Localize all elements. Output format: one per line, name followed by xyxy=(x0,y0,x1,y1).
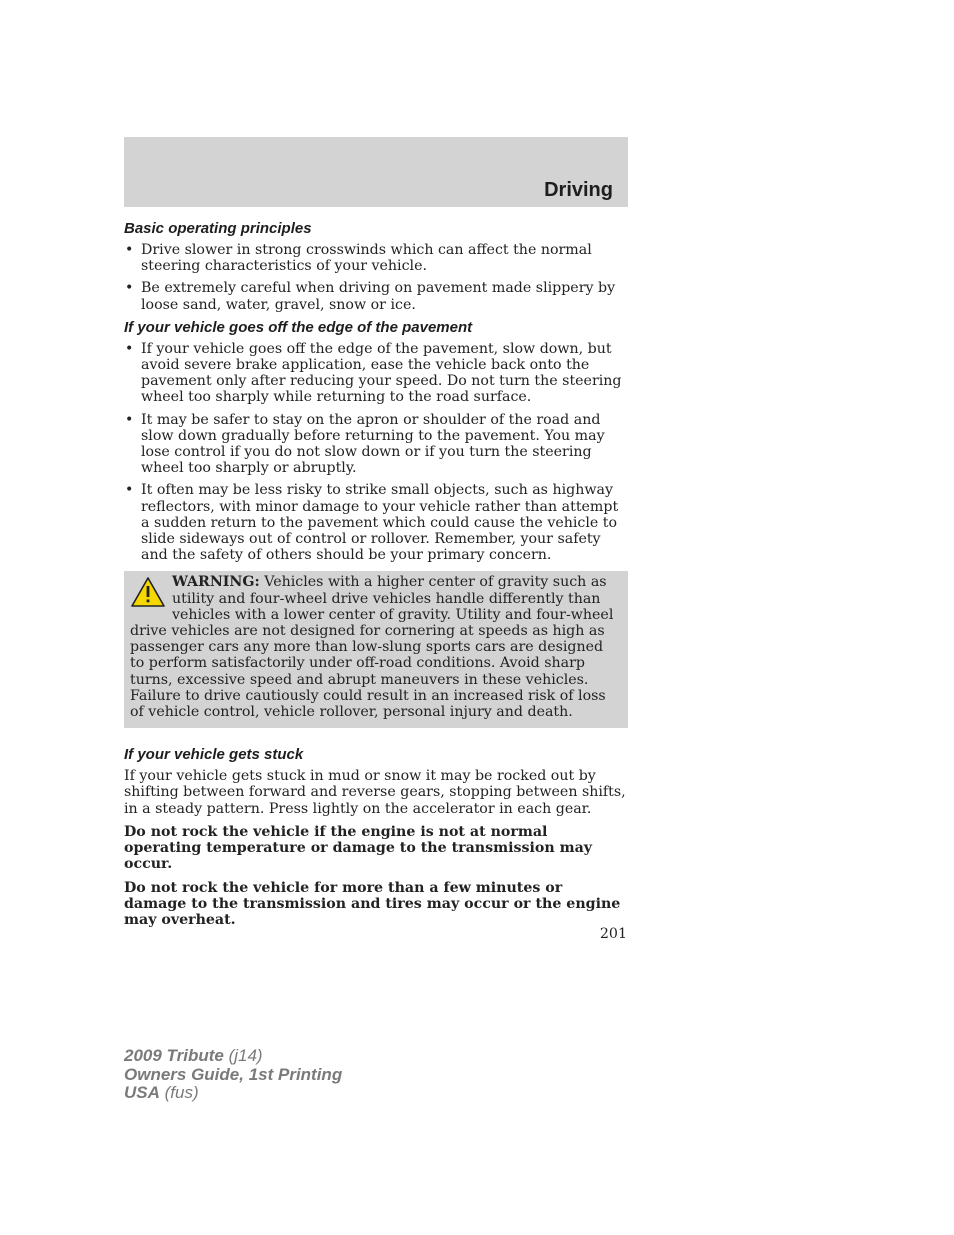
list-item: • Be extremely careful when driving on pavement made slippery by loose sand, water, gravel, snow or ice. xyxy=(124,280,628,312)
bullet-list-basic xyxy=(124,242,628,313)
paragraph-stuck: If your vehicle gets stuck in mud or snow it may be rocked out by shifting between forward and reverse gears, stopping between shifts, in a steady pattern. Press lightly on the accelerator in each gear. xyxy=(124,768,626,817)
footer-line-1 xyxy=(124,1047,342,1066)
warning-triangle-icon xyxy=(130,576,166,608)
footer-guide: Owners Guide, 1st Printing xyxy=(124,1064,343,1084)
footer-line-3 xyxy=(124,1084,342,1103)
list-item: • It often may be less risky to strike small objects, such as highway reflectors, with minor damage to your vehicle rather than attempt a sudden return to the pavement which could cause the vehicle to slide sideways out of control or rollover. Remember, your safety and the safety of others should be your primary concern. xyxy=(124,482,628,563)
footer-model-code: (j14) xyxy=(228,1046,263,1065)
heading-off-pavement: If your vehicle goes off the edge of the pavement xyxy=(124,318,473,336)
caution-paragraph: Do not rock the vehicle if the engine is not at normal operating temperature or damage to the transmission may occur. xyxy=(124,823,593,873)
warning-box xyxy=(124,571,628,728)
heading-basic-operating: Basic operating principles xyxy=(124,220,312,237)
section-header-band xyxy=(124,137,628,207)
footer-region-code: (fus) xyxy=(164,1083,199,1102)
heading-stuck: If your vehicle gets stuck xyxy=(124,746,304,764)
section-off-pavement xyxy=(124,319,628,564)
caution-paragraph: Do not rock the vehicle for more than a few minutes or damage to the transmission and tires may occur or the engine may overheat. xyxy=(124,879,621,928)
bullet-list-edge xyxy=(124,341,628,564)
list-item: • Drive slower in strong crosswinds which can affect the normal steering characteristics of your vehicle. xyxy=(124,242,628,274)
list-item: • It may be safer to stay on the apron or shoulder of the road and slow down gradually before returning to the pavement. You may lose control if you do not slow down or if you turn the steering wheel too sharply or abruptly. xyxy=(124,412,628,477)
footer-print-info xyxy=(124,1047,342,1103)
warning-label: WARNING: xyxy=(172,574,260,591)
section-basic-operating xyxy=(124,220,628,313)
warning-text-block xyxy=(130,574,620,720)
warning-text: Vehicles with a higher center of gravity such as utility and four-wheel drive vehicles handle differently than vehicles with a lower center of gravity. Utility and four-wheel drive vehicles are not designed for cornering at speeds as high as passenger cars any more than low-slung sports cars are designed to perform satisfactorily under off-road conditions. Avoid sharp turns, excessive speed and abrupt maneuvers in these vehicles. Failure to drive cautiously could result in an increased risk of loss of vehicle control, vehicle rollover, personal injury and death. xyxy=(130,574,614,721)
list-item: • If your vehicle goes off the edge of the pavement, slow down, but avoid severe brake application, ease the vehicle back onto the pavement only after reducing your speed. Do not turn the steering wheel too sharply while returning to the road surface. xyxy=(124,341,628,406)
section-stuck xyxy=(124,746,628,928)
footer-line-2 xyxy=(124,1066,342,1085)
page-number: 201 xyxy=(599,926,627,942)
section-title: Driving xyxy=(544,179,613,201)
page-content xyxy=(124,220,628,935)
footer-model: 2009 Tribute xyxy=(124,1046,224,1065)
footer-region: USA xyxy=(124,1083,160,1102)
